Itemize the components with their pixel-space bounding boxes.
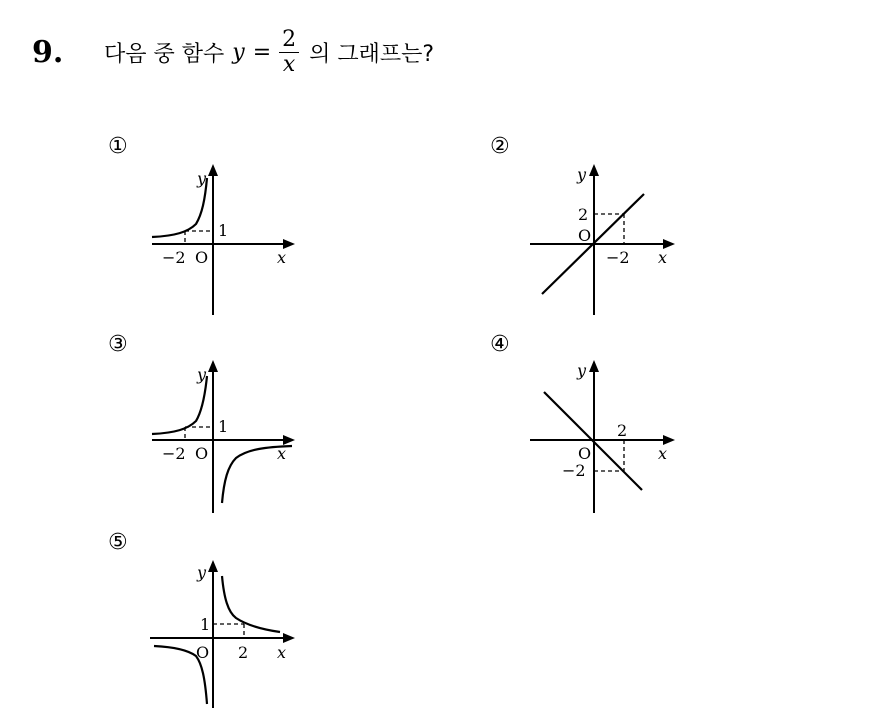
option-2-marker[interactable]: ② — [490, 134, 510, 159]
x-axis-label: x — [277, 248, 287, 267]
option-5-graph[interactable] — [140, 546, 310, 716]
x-axis-label: x — [277, 643, 287, 662]
origin-label: O — [578, 226, 592, 245]
x-axis-label: x — [658, 444, 668, 463]
x-axis-label: x — [658, 248, 668, 267]
label-neg2: −2 — [162, 248, 186, 267]
fraction-numerator: 2 — [282, 27, 297, 53]
curve-left — [152, 376, 207, 434]
function-var-y: y — [232, 39, 245, 65]
option-1-marker[interactable]: ① — [108, 134, 128, 159]
y-axis-label: y — [197, 169, 207, 188]
equals-sign: = — [252, 39, 272, 65]
option-4-marker[interactable]: ④ — [490, 332, 510, 357]
y-axis-arrow — [589, 360, 599, 372]
origin-label: O — [195, 248, 209, 267]
origin-label: O — [196, 643, 210, 662]
fraction-denominator: x — [282, 51, 296, 77]
label-1: 1 — [218, 417, 229, 436]
label-1: 1 — [218, 221, 229, 240]
y-axis-label: y — [197, 365, 207, 384]
question-number: 9. — [32, 34, 64, 70]
option-2-graph[interactable] — [522, 150, 692, 320]
option-5-marker[interactable]: ⑤ — [108, 530, 128, 555]
x-axis-arrow — [283, 633, 295, 643]
label-neg2: −2 — [162, 444, 186, 463]
y-axis-arrow — [208, 360, 218, 372]
option-3-graph[interactable] — [140, 348, 310, 518]
question-text-before: 다음 중 함수 — [104, 41, 225, 67]
label-1: 1 — [200, 615, 211, 634]
x-axis-label: x — [277, 444, 287, 463]
y-axis-arrow — [208, 164, 218, 176]
option-4-graph[interactable] — [522, 348, 692, 518]
origin-label: O — [195, 444, 209, 463]
question-text — [104, 28, 434, 75]
label-neg2: −2 — [606, 248, 630, 267]
option-1-graph[interactable] — [140, 150, 310, 320]
y-axis-label: y — [577, 361, 587, 380]
label-neg2: −2 — [562, 461, 586, 480]
y-axis-arrow — [589, 164, 599, 176]
label-2: 2 — [238, 643, 249, 662]
label-2: 2 — [578, 205, 589, 224]
question-header — [32, 22, 434, 82]
y-axis-label: y — [197, 563, 207, 582]
label-2: 2 — [617, 421, 628, 440]
origin-label: O — [578, 444, 592, 463]
option-3-marker[interactable]: ③ — [108, 332, 128, 357]
fraction — [279, 28, 299, 75]
y-axis-arrow — [208, 560, 218, 572]
question-text-after: 의 그래프는? — [309, 41, 435, 67]
y-axis-label: y — [577, 165, 587, 184]
